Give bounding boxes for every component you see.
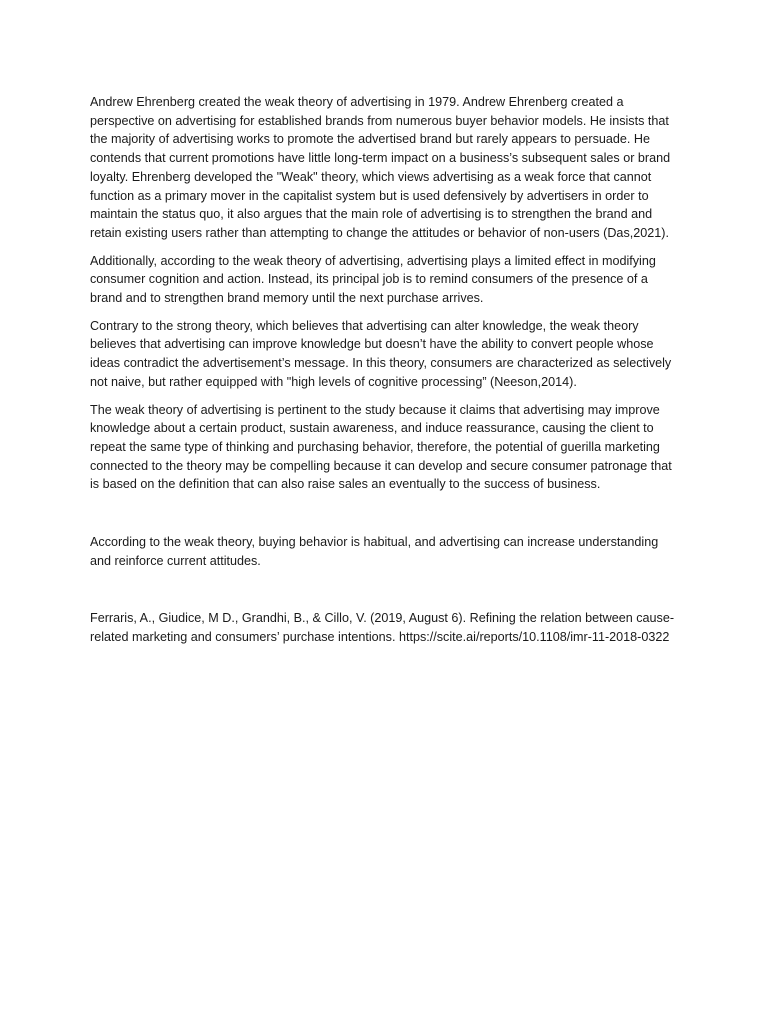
paragraph-4: The weak theory of advertising is pertinent to the study because it claims that advertising may improve knowledge about a certain product, sustain awareness, and induce reassurance, causing the client to repeat the same type of thinking and purchasing behavior, therefore, the potential of guerilla marketing connected to the theory may be compelling because it can develop and secure consumer patronage that is based on the definition that can also raise sales an eventually to the success of business. <box>90 402 672 492</box>
paragraph-3: Contrary to the strong theory, which believes that advertising can alter knowledge, the weak theory believes that advertising can improve knowledge but doesn’t have the ability to convert people whose ideas contradict the advertisement’s message. In this theory, consumers are characterized as selectively not naive, but rather equipped with "high levels of cognitive processing” (Neeson,2014). <box>90 318 672 389</box>
paragraph-2: Additionally, according to the weak theory of advertising, advertising plays a limited effect in modifying consumer cognition and action. Instead, its principal job is to remind consumers of the presence of a brand and to strengthen brand memory until the next purchase arrives. <box>90 253 656 306</box>
reference-entry: Ferraris, A., Giudice, M D., Grandhi, B., & Cillo, V. (2019, August 6). Refining the relation between cause-related marketing and consumers’ purchase intentions. https://scite.ai/reports/10.1108/imr-11-2018-0322 <box>90 611 675 645</box>
document-body <box>90 93 680 656</box>
paragraph-5: According to the weak theory, buying behavior is habitual, and advertising can increase understanding and reinforce current attitudes. <box>90 535 659 568</box>
paragraph-1: Andrew Ehrenberg created the weak theory of advertising in 1979. Andrew Ehrenberg created a perspective on advertising for established brands from numerous buyer behavior models. He insists that the majority of advertising works to promote the advertised brand but rarely appears to persuade. He contends that current promotions have little long-term impact on a business’s subsequent sales or brand loyalty. Ehrenberg developed the "Weak" theory, which views advertising as a weak force that cannot function as a primary mover in the capitalist system but is used defensively by advertisers in order to maintain the status quo, it also argues that the main role of advertising is to strengthen the brand and retain existing users rather than attempting to change the attitudes or behavior of non-users (Das,2021). <box>90 95 671 240</box>
